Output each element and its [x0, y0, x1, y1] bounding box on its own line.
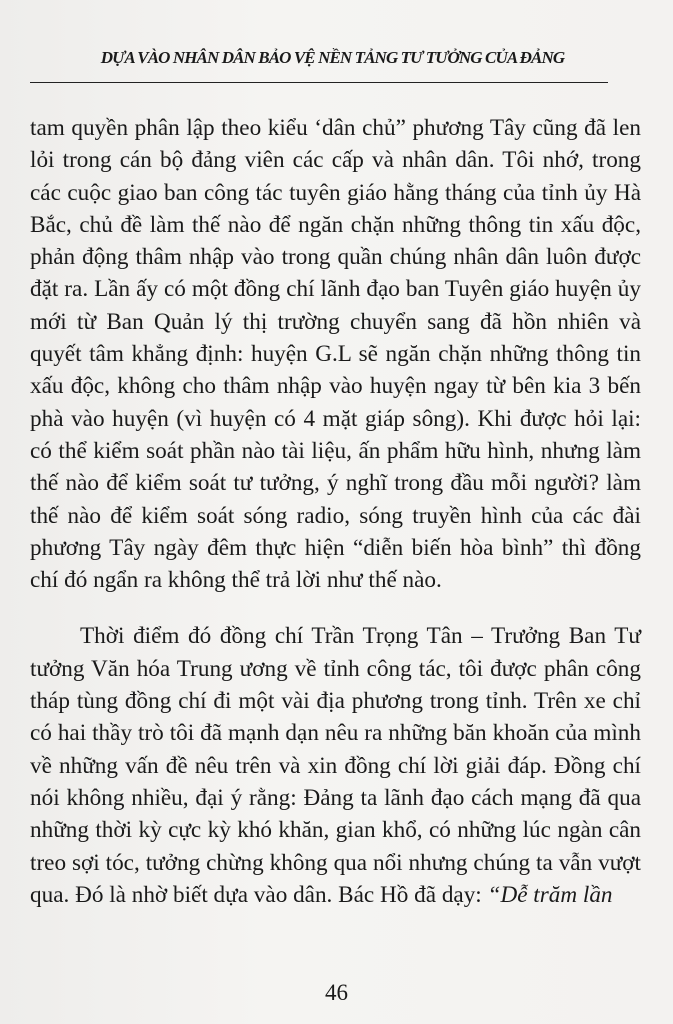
page-number: 46 [325, 980, 348, 1005]
quote-start: “Dễ trăm lần [487, 881, 613, 908]
paragraph-2-text: Thời điểm đó đồng chí Trần Trọng Tân – Trưởng Ban Tư tưởng Văn hóa Trung ương về tỉnh công tác, tôi được phân công tháp tùng đồng chí đi một vài địa phương trong tỉnh. Trên xe chỉ có hai thầy trò tôi đã mạnh dạn nêu ra những băn khoăn của mình về những vấn đề nêu trên và xin đồng chí lời giải đáp. Đồng chí nói không nhiều, đại ý rằng: Đảng ta lãnh đạo cách mạng đã qua những thời kỳ cực kỳ khó khăn, gian khổ, có những lúc ngàn cân treo sợi tóc, tưởng chừng không qua nổi nhưng chúng ta vẫn vượt qua. Đó là nhờ biết dựa vào dân. Bác Hồ đã dạy: [30, 623, 641, 908]
paragraph-1: tam quyền phân lập theo kiểu ‘dân chủ” phương Tây cũng đã len lỏi trong cán bộ đảng viên các cấp và nhân dân. Tôi nhớ, trong các cuộc giao ban công tác tuyên giáo hằng tháng của tỉnh ủy Hà Bắc, chủ đề làm thế nào để ngăn chặn những thông tin xấu độc, phản động thâm nhập vào trong quần chúng nhân dân luôn được đặt ra. Lần ấy có một đồng chí lãnh đạo ban Tuyên giáo huyện ủy mới từ Ban Quản lý thị trường chuyển sang đã hồn nhiên và quyết tâm khẳng định: huyện G.L sẽ ngăn chặn những thông tin xấu độc, không cho thâm nhập vào huyện ngay từ bên kia 3 bến phà vào huyện (vì huyện có 4 mặt giáp sông). Khi được hỏi lại: có thể kiểm soát phần nào tài liệu, ấn phẩm hữu hình, nhưng làm thế nào để kiểm soát tư tưởng, ý nghĩ trong đầu mỗi người? làm thế nào để kiểm soát sóng radio, sóng truyền hình của các đài phương Tây ngày đêm thực hiện “diễn biến hòa bình” thì đồng chí đó ngẩn ra không thể trả lời như thế nào. [30, 115, 641, 594]
header-rule [30, 82, 608, 83]
paragraph-2 [30, 620, 641, 911]
body-text [30, 112, 641, 911]
running-title: DỰA VÀO NHÂN DÂN BẢO VỆ NỀN TẢNG TƯ TƯỞNG CỦA ĐẢNG [100, 48, 565, 67]
